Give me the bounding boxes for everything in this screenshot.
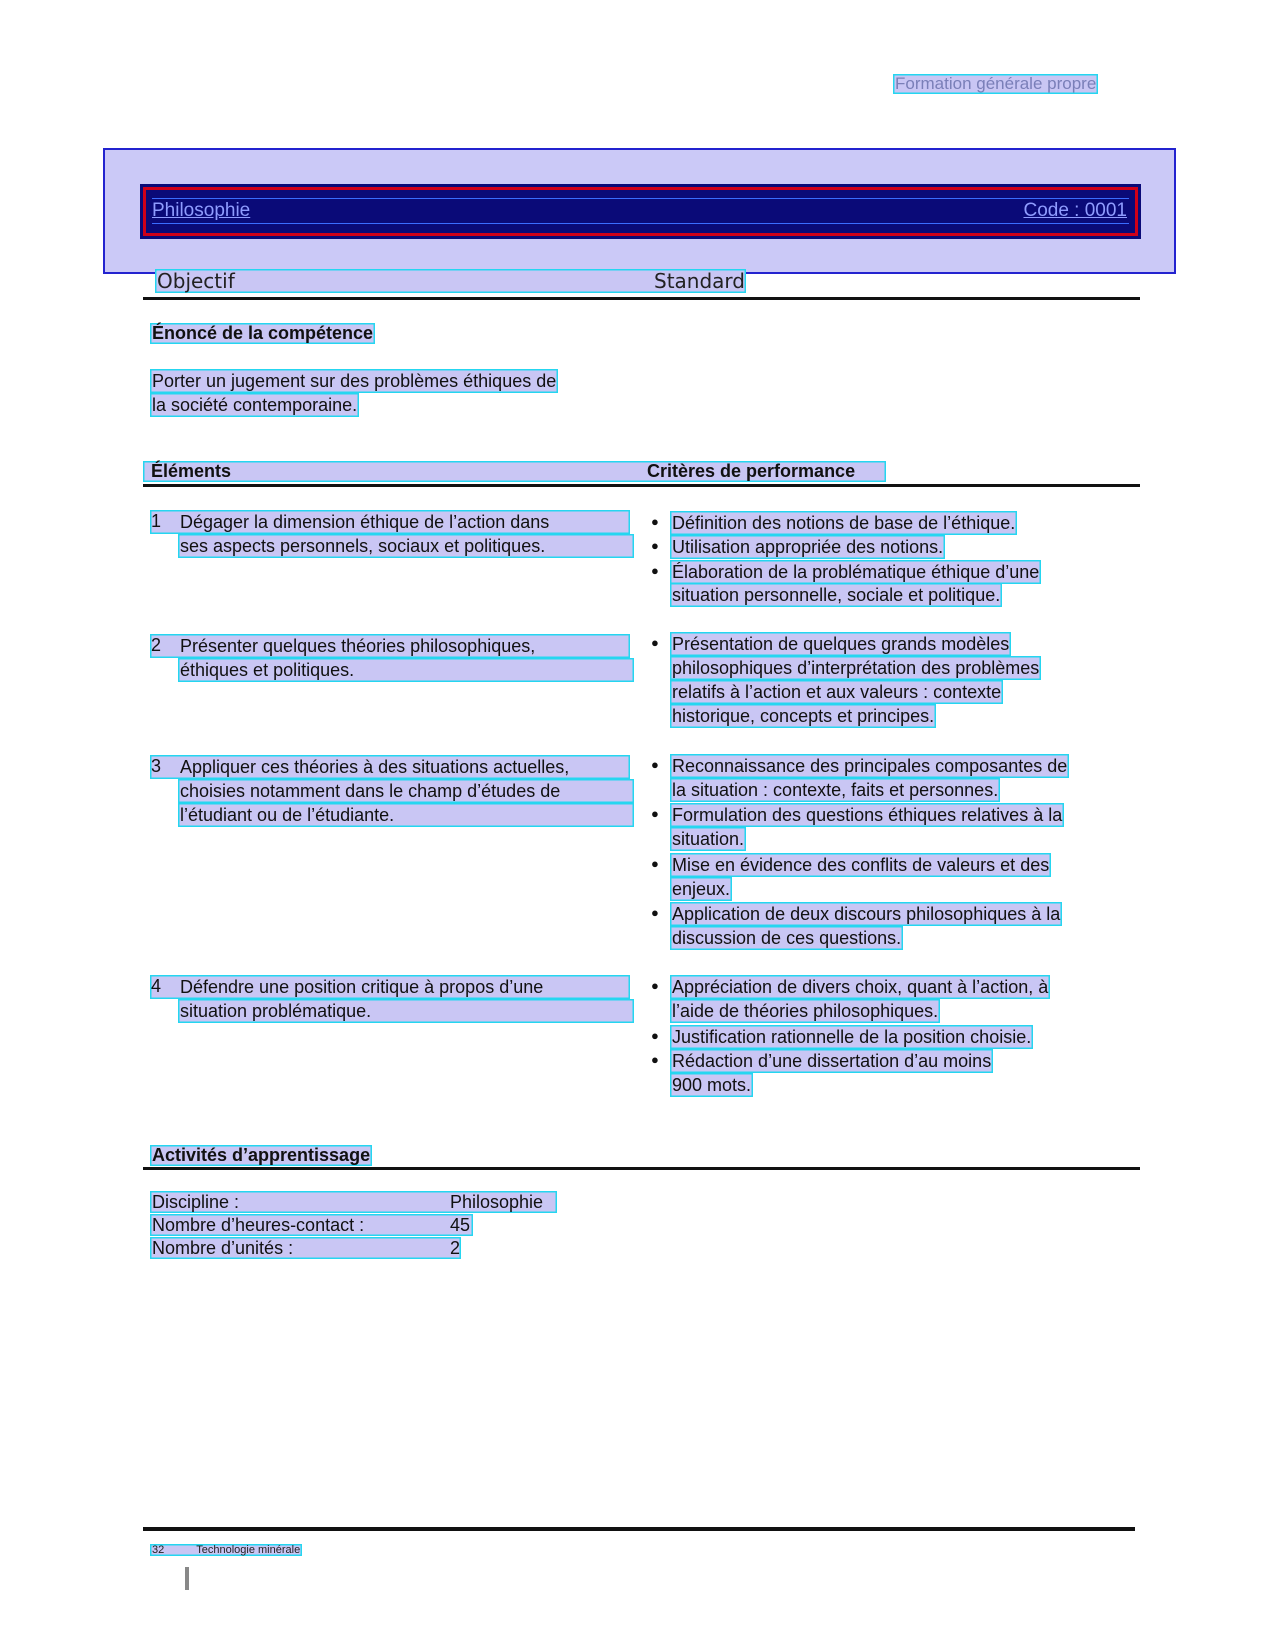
- objectif-label: Objectif: [157, 269, 235, 293]
- footer-rule: [143, 1527, 1135, 1531]
- element-text: Défendre une position critique à propos d’une: [180, 977, 544, 997]
- critere-text: situation personnelle, sociale et politique.: [672, 585, 1001, 605]
- criteres-header: Critères de performance: [647, 461, 856, 481]
- critere-text: Justification rationnelle de la position choisie.: [672, 1027, 1032, 1047]
- bullet-icon: ●: [651, 806, 659, 821]
- bullet-icon: ●: [651, 856, 659, 871]
- critere-text: philosophiques d’interprétation des problèmes: [672, 658, 1040, 678]
- critere-text: situation.: [672, 829, 745, 849]
- program-name: Technologie minérale: [196, 1544, 301, 1556]
- element-number: 4: [151, 976, 162, 996]
- critere-text: historique, concepts et principes.: [672, 706, 935, 726]
- element-number: 2: [151, 635, 162, 655]
- activity-row: [150, 1191, 557, 1213]
- element-text: Appliquer ces théories à des situations actuelles,: [180, 757, 570, 777]
- elements-header: Éléments: [151, 461, 232, 481]
- activity-row: [150, 1237, 461, 1259]
- critere-text: discussion de ces questions.: [672, 928, 902, 948]
- enonce-line: Porter un jugement sur des problèmes éthiques de: [152, 371, 557, 391]
- critere-text: Reconnaissance des principales composantes de: [672, 756, 1068, 776]
- bullet-icon: ●: [651, 905, 659, 920]
- activity-label: Nombre d’unités :: [152, 1238, 294, 1258]
- critere-text: Mise en évidence des conflits de valeurs et des: [672, 855, 1050, 875]
- element-text: Présenter quelques théories philosophiques,: [180, 636, 536, 656]
- course-code: Code : 0001: [1023, 200, 1127, 221]
- standard-label: Standard: [654, 269, 745, 293]
- page-footer: [150, 1544, 302, 1556]
- element-text: éthiques et politiques.: [178, 658, 634, 682]
- critere-text: Application de deux discours philosophiques à la: [672, 904, 1061, 924]
- critere-text: Formulation des questions éthiques relatives à la: [672, 805, 1063, 825]
- enonce-title: Énoncé de la compétence: [152, 323, 374, 343]
- element-number: 1: [151, 511, 162, 531]
- critere-text: l’aide de théories philosophiques.: [672, 1001, 939, 1021]
- bullet-icon: ●: [651, 978, 659, 993]
- section-rule: [143, 297, 1140, 300]
- bullet-icon: ●: [651, 757, 659, 772]
- activity-value: 45: [450, 1215, 471, 1235]
- activity-value: 2: [450, 1238, 461, 1258]
- bullet-icon: ●: [651, 1052, 659, 1067]
- activity-label: Nombre d’heures-contact :: [152, 1215, 365, 1235]
- critere-text: Élaboration de la problématique éthique d’une: [672, 562, 1040, 582]
- table-header-row: [143, 461, 886, 482]
- element-text: l’étudiant ou de l’étudiante.: [178, 803, 634, 827]
- element-number: 3: [151, 756, 162, 776]
- document-running-header: Formation générale propre: [895, 74, 1097, 93]
- objectif-standard-row: [155, 269, 746, 293]
- page-number: 32: [152, 1544, 165, 1556]
- element-text: ses aspects personnels, sociaux et politiques.: [178, 534, 634, 558]
- bullet-icon: ●: [651, 538, 659, 553]
- element-text: choisies notamment dans le champ d’études de: [178, 779, 634, 803]
- course-title: Philosophie: [152, 200, 251, 221]
- critere-text: 900 mots.: [672, 1075, 752, 1095]
- element-text: situation problématique.: [178, 999, 634, 1023]
- element-text: Dégager la dimension éthique de l’action dans: [180, 512, 550, 532]
- bullet-icon: ●: [651, 1028, 659, 1043]
- bullet-icon: ●: [651, 635, 659, 650]
- critere-text: Utilisation appropriée des notions.: [672, 537, 944, 557]
- course-title-box: [143, 187, 1138, 236]
- table-rule: [143, 484, 1140, 487]
- critere-text: relatifs à l’action et aux valeurs : contexte: [672, 682, 1002, 702]
- activity-value: Philosophie: [450, 1192, 544, 1212]
- enonce-line: la société contemporaine.: [152, 395, 358, 415]
- critere-text: Présentation de quelques grands modèles: [672, 634, 1010, 654]
- critere-text: Appréciation de divers choix, quant à l’action, à: [672, 977, 1049, 997]
- critere-text: enjeux.: [672, 879, 731, 899]
- critere-text: Définition des notions de base de l’éthique.: [672, 513, 1016, 533]
- critere-text: Rédaction d’une dissertation d’au moins: [672, 1051, 992, 1071]
- activites-rule: [143, 1167, 1140, 1170]
- bullet-icon: ●: [651, 514, 659, 529]
- change-bar: [185, 1567, 189, 1590]
- activity-row: [150, 1214, 473, 1236]
- critere-text: la situation : contexte, faits et personnes.: [672, 780, 999, 800]
- activites-title: Activités d’apprentissage: [152, 1145, 371, 1165]
- bullet-icon: ●: [651, 563, 659, 578]
- activity-label: Discipline :: [152, 1192, 240, 1212]
